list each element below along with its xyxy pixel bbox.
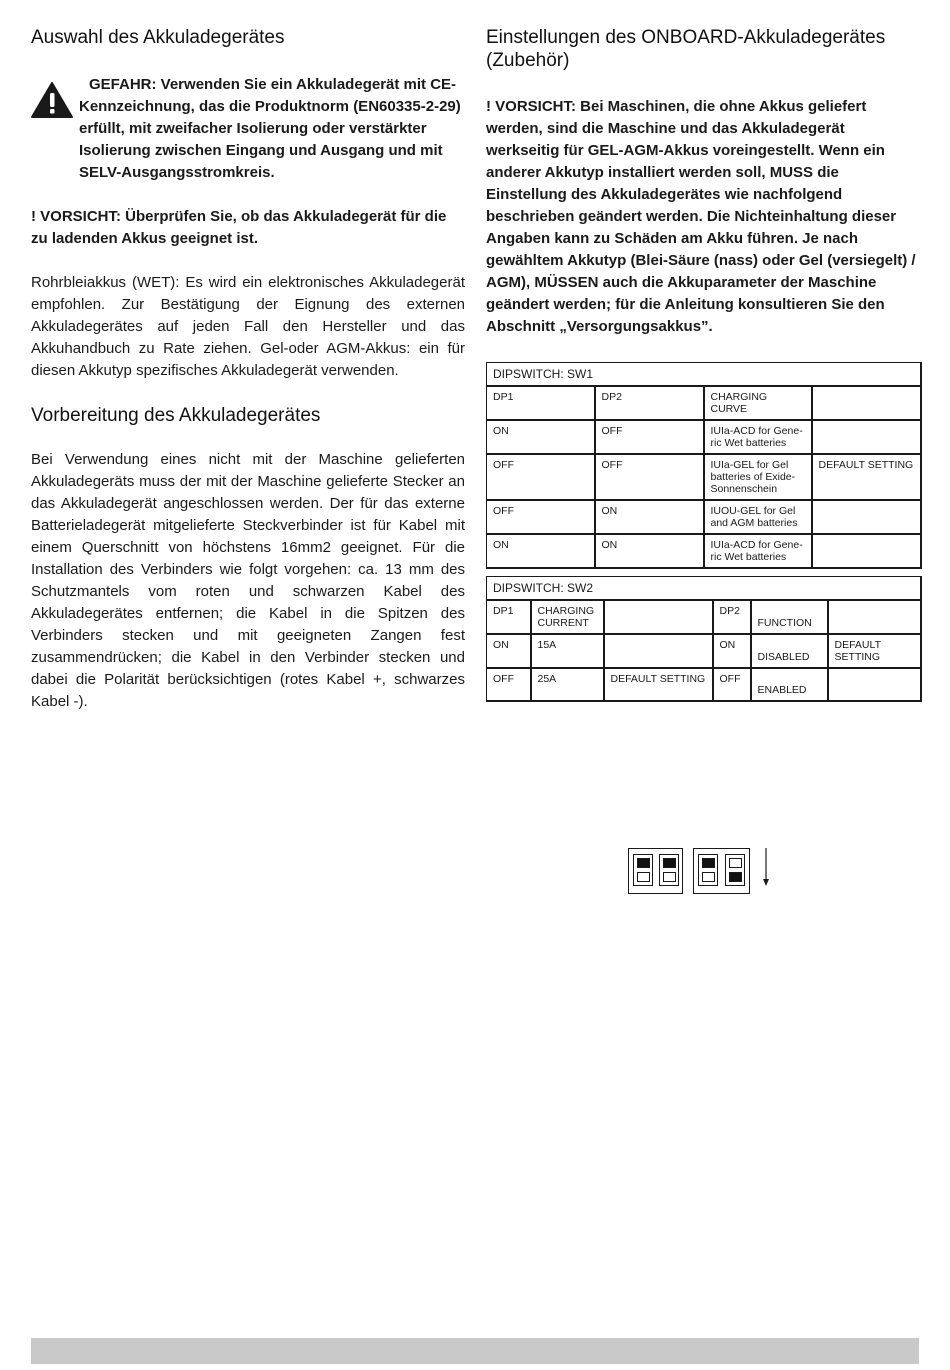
sw1-header: DP1 [487,386,595,420]
sw2-cell: OFF [713,668,751,701]
sw1-cell: DEFAULT SETTING [812,454,921,500]
sw1-cell [812,420,921,454]
sw1-cell: ON [487,420,595,454]
sw2-cell: DEFAULT SETTING [604,668,713,701]
sw1-header: CHARGING CURVE [704,386,812,420]
sw1-cell: OFF [595,420,704,454]
sw1-header: DP2 [595,386,704,420]
heading-onboard-settings: Einstellungen des ONBOARD-Akkuladegerätes (Zubehör) [486,27,886,71]
danger-notice [31,74,465,184]
sw2-cell: ON [713,634,751,668]
right-column [486,26,920,338]
footer-bar [31,1338,919,1364]
sw1-cell: ON [595,500,704,534]
sw1-cell: IUIa-GEL for Gel batteries of Exide-Sonnenschein [704,454,812,500]
sw1-cell: OFF [595,454,704,500]
sw2-cell: ENABLED [751,668,828,701]
sw1-cell: IUIa-ACD for Gene-ric Wet batteries [704,420,812,454]
sw1-cell: ON [595,534,704,568]
sw1-dp1-switch [633,854,653,886]
sw2-header: DP1 [487,600,531,634]
sw2-header: DP2 [713,600,751,634]
sw2-header: CHARGING CURRENT [531,600,604,634]
sw1-header [812,386,921,420]
sw1-cell: OFF [487,500,595,534]
heading-charger-prep: Vorbereitung des Akkuladegerätes [31,405,321,426]
sw1-cell: IUOU-GEL for Gel and AGM batteries [704,500,812,534]
danger-lead: GEFAHR: Verwenden Sie ein Akkuladegerät [89,76,400,93]
sw2-cell: OFF [487,668,531,701]
sw2-cell: 15A [531,634,604,668]
sw2-dp2-switch [725,854,745,886]
heading-charger-selection: Auswahl des Akkuladegerätes [31,27,285,48]
sw2-header: FUNCTION [751,600,828,634]
warning-triangle-icon [31,82,73,118]
sw2-cell [828,668,921,701]
sw2-header [828,600,921,634]
caution-charger: ! VORSICHT: Überprüfen Sie, ob das Akkuladegerät für die zu ladenden Akkus geeignet ist. [31,208,447,247]
left-column [31,26,465,713]
arrow-down-icon [763,848,769,886]
sw2-cell [604,634,713,668]
dipswitch-sw1-table [486,362,922,569]
danger-text: mit CE-Kennzeichnung, das die Produktnorm (EN60335-2-29) erfüllt, mit zweifacher Isolierung oder verstärkter Isolierung zwischen Eingang und Ausgang und mit SELV-Ausgangsstromkreis. [79,76,461,181]
sw2-cell: DISABLED [751,634,828,668]
dipswitch-sw2-table [486,576,922,702]
sw2-title: DIPSWITCH: SW2 [487,577,921,601]
sw2-dp1-switch [698,854,718,886]
sw2-header [604,600,713,634]
para-connector: Bei Verwendung eines nicht mit der Maschine gelieferten Akkuladegeräts muss der mit der Maschine gelieferte Stecker an das Akkuladegerät angeschlossen werden. Der für das externe Batterieladegerät mitgelieferte Steckverbinder ist für Kabel mit einem Querschnitt von höchstens 16mm2 geeignet. Für die Installation des Verbinders wie folgt vorgehen: ca. 13 mm des Schutzmantels vom roten und schwarzen Kabel des Akkuladegerätes entfernen; die Kabel in die Spitzen des Verbinders stecken und mit geeigneten Zangen fest zusammendrücken; die Kabel in den Verbinder stecken und dabei die Polarität berücksichtigen (rotes Kabel +, schwarzes Kabel -). [31,451,465,710]
sw1-cell [812,500,921,534]
sw2-cell: 25A [531,668,604,701]
dipswitch-diagram [628,848,770,896]
sw1-cell: IUIa-ACD for Gene-ric Wet batteries [704,534,812,568]
sw1-cell: OFF [487,454,595,500]
sw1-cell [812,534,921,568]
sw2-cell: ON [487,634,531,668]
caution-onboard: ! VORSICHT: Bei Maschinen, die ohne Akkus geliefert werden, sind die Maschine und das Akkuladegerät werkseitig für GEL-AGM-Akkus voreingestellt. Wenn ein anderer Akkutyp installiert werden soll, MUSS die Einstellung des Akkuladegerätes wie nachfolgend beschrieben geändert werden. Die Nichteinhaltung dieser Angaben kann zu Schäden am Akku führen. Je nach gewähltem Akkutyp (Blei-Säure (nass) oder Gel (versiegelt) / AGM), MÜSSEN auch die Akkuparameter der Maschine geändert werden; für die Anleitung konsultieren Sie den Abschnitt „Versorgungsakkus”. [486,98,916,335]
sw1-cell: ON [487,534,595,568]
sw2-switch-block [693,848,750,894]
para-battery-types: Rohrbleiakkus (WET): Es wird ein elektronisches Akkuladegerät empfohlen. Zur Bestätigung der Eignung des externen Akkuladegerätes auf jeden Fall den Hersteller und das Akkuhandbuch zu Rate ziehen. Gel-oder AGM-Akkus: ein für diesen Akkutyp spezifisches Akkuladegerät verwenden. [31,274,465,379]
sw1-title: DIPSWITCH: SW1 [487,363,921,387]
sw2-cell: DEFAULT SETTING [828,634,921,668]
sw1-dp2-switch [659,854,679,886]
sw1-switch-block [628,848,683,894]
